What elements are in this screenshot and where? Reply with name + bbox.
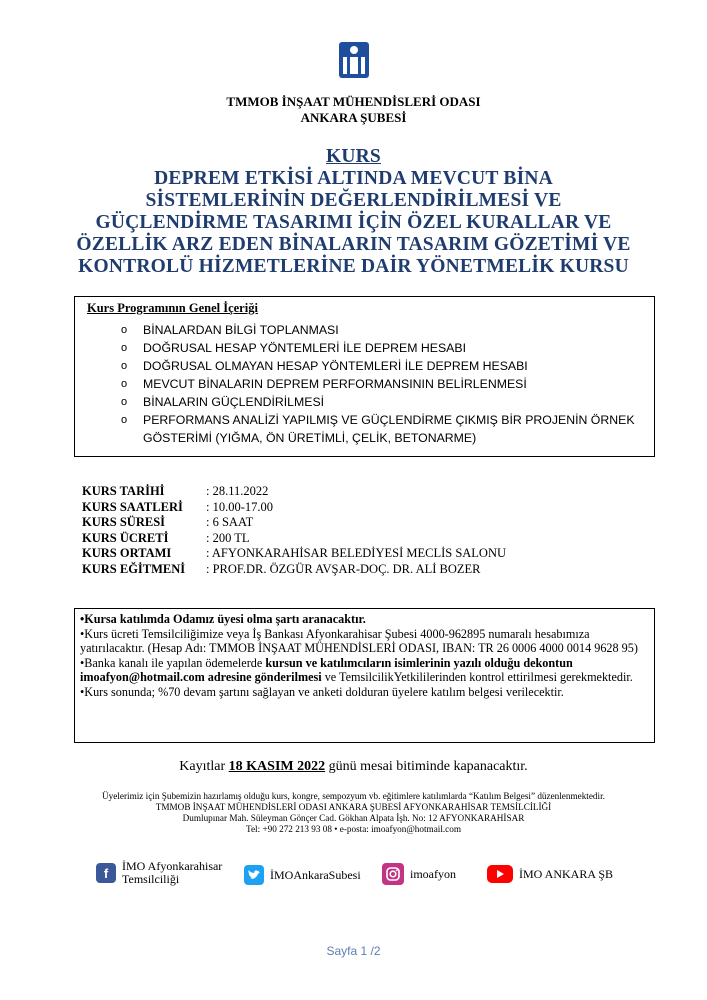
instagram-icon: [382, 863, 404, 885]
program-heading: Kurs Programının Genel İçeriği: [87, 301, 258, 315]
course-title-line: DEPREM ETKİSİ ALTINDA MEVCUT BİNA: [154, 168, 553, 189]
course-title-line: GÜÇLENDİRME TASARIMI İÇİN ÖZEL KURALLAR VE: [95, 212, 612, 233]
org-branch: ANKARA ŞUBESİ: [300, 110, 407, 125]
page-number: Sayfa 1 /2: [326, 944, 381, 958]
detail-row: KURS ÜCRETİ : 200 TL: [82, 530, 250, 545]
note-payment: •Kurs ücreti Temsilciliğimize veya İş Bankası Afyonkarahisar Şubesi 4000-962895 numaralı hesabımıza yatırılacaktır. (Hesap Adı: TMMOB İNŞAAT MÜHENDİSLERİ ODASI, IBAN: TR 26 0006 4000 0014 9628 95): [80, 626, 638, 655]
list-item: o PERFORMANS ANALİZİ YAPILMIŞ VE GÜÇLENDİRME ÇIKMIŞ BİR PROJENİN ÖRNEK GÖSTERİMİ (YIĞMA, ÖN ÜRETİMLİ, ÇELİK, BETONARME): [121, 413, 635, 445]
course-title-line: ÖZELLİK ARZ EDEN BİNALARIN TASARIM GÖZETİMİ VE: [76, 234, 631, 255]
footer: Üyelerimiz için Şubemizin hazırlamış olduğu kurs, kongre, sempozyum vb. eğitimlere katılımlarda “Katılım Belgesi” düzenlenmektedir. TMMOB İNŞAAT MÜHENDİSLERİ ODASI ANKARA ŞUBESİ AFYONKARAHİSAR TEMSİLCİLİĞİ Dumlupınar Mah. Süleyman Gönçer Cad. Gökhan Alpata İşh. No: 12 AFYONKARAHİSAR Tel: +90 272 213 93 08 • e-posta: imoafyon@hotmail.com: [102, 791, 605, 834]
youtube-icon: [487, 865, 513, 883]
detail-row: KURS SAATLERİ : 10.00-17.00: [82, 499, 274, 514]
social-youtube[interactable]: İMO ANKARA ŞB: [487, 865, 613, 883]
course-details: [82, 484, 506, 577]
course-kurs-label: KURS: [326, 146, 381, 167]
social-facebook[interactable]: f İMO Afyonkarahisar Temsilciliği: [96, 860, 222, 886]
twitter-icon: [244, 865, 264, 885]
social-twitter[interactable]: İMOAnkaraSubesi: [244, 865, 361, 885]
list-item: o DOĞRUSAL HESAP YÖNTEMLERİ İLE DEPREM HESABI: [121, 341, 466, 355]
note-membership: •Kursa katılımda Odamız üyesi olma şartı aranacaktır.: [80, 612, 366, 626]
course-title-line: SİSTEMLERİNİN DEĞERLENDİRİLMESİ VE: [145, 190, 562, 211]
program-box: [74, 296, 655, 457]
note-bank: •Banka kanalı ile yapılan ödemelerde kursun ve katılımcıların isimlerinin yazılı olduğu dekontun imoafyon@hotmail.com adresine gönderilmesi ve TemsilcilikYetkililerinden kontrol ettirilmesi gerekmektedir.: [80, 655, 633, 684]
org-name: TMMOB İNŞAAT MÜHENDİSLERİ ODASI: [226, 94, 481, 109]
detail-row: KURS ORTAMI : AFYONKARAHİSAR BELEDİYESİ MECLİS SALONU: [82, 546, 507, 560]
social-instagram[interactable]: imoafyon: [382, 863, 456, 885]
list-item: o MEVCUT BİNALARIN DEPREM PERFORMANSININ BELİRLENMESİ: [121, 377, 527, 391]
detail-row: KURS TARİHİ : 28.11.2022: [82, 484, 269, 498]
imo-logo-icon: [339, 42, 369, 78]
list-item: o BİNALARDAN BİLGİ TOPLANMASI: [121, 323, 339, 337]
note-certificate: •Kurs sonunda; %70 devam şartını sağlayan ve anketi dolduran üyelere katılım belgesi verilecektir.: [80, 684, 564, 699]
program-list: [121, 321, 643, 447]
deadline-date: 18 KASIM 2022: [228, 759, 326, 774]
course-title-line: KONTROLÜ HİZMETLERİNE DAİR YÖNETMELİK KURSU: [78, 256, 629, 277]
list-item: o BİNALARIN GÜÇLENDİRİLMESİ: [121, 395, 325, 409]
detail-row: KURS EĞİTMENİ : PROF.DR. ÖZGÜR AVŞAR-DOÇ. DR. ALİ BOZER: [82, 561, 481, 576]
facebook-icon: f: [96, 863, 116, 883]
detail-row: KURS SÜRESİ : 6 SAAT: [82, 515, 254, 529]
course-title: [0, 146, 707, 278]
registration-deadline: Kayıtlar 18 KASIM 2022 günü mesai bitiminde kapanacaktır.: [179, 759, 528, 774]
list-item: o DOĞRUSAL OLMAYAN HESAP YÖNTEMLERİ İLE DEPREM HESABI: [121, 359, 528, 373]
notes-box: [74, 608, 655, 743]
